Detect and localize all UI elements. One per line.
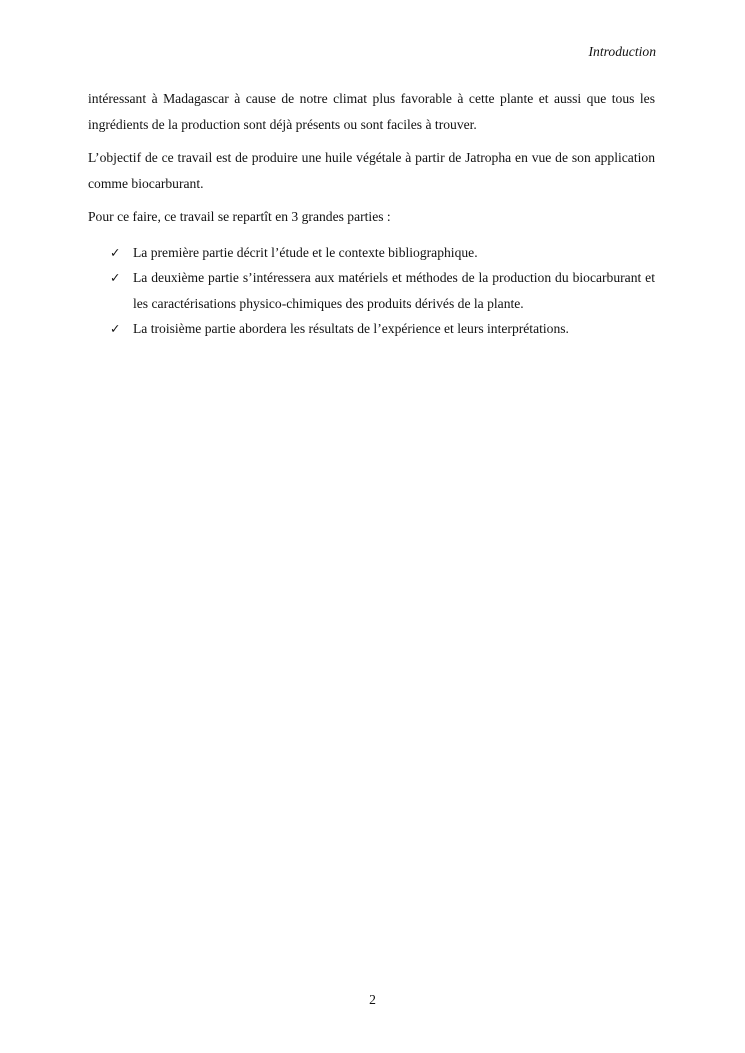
check-mark-icon: ✓ — [110, 270, 121, 285]
check-mark-icon: ✓ — [110, 321, 121, 336]
running-header: Introduction — [588, 44, 656, 59]
list-item-text: La troisième partie abordera les résultats de l’expérience et leurs interprétations. — [133, 321, 569, 336]
paragraph-structure-intro: Pour ce faire, ce travail se repartît en 3 grandes parties : — [88, 209, 391, 224]
paragraph-continuation: intéressant à Madagascar à cause de notre climat plus favorable à cette plante et aussi que tous les ingrédients de la production sont déjà présents ou sont faciles à trouver. — [88, 91, 655, 132]
list-item — [88, 316, 655, 342]
list-item-text: La deuxième partie s’intéressera aux matériels et méthodes de la production du biocarburant et les caractérisations physico-chimiques des produits dérivés de la plante. — [133, 270, 655, 311]
parts-list — [88, 240, 655, 342]
check-mark-icon: ✓ — [110, 244, 121, 260]
page-number: 2 — [369, 992, 376, 1007]
paragraph-objective: L’objectif de ce travail est de produire une huile végétale à partir de Jatropha en vue de son application comme biocarburant. — [88, 150, 655, 191]
list-item-text: La première partie décrit l’étude et le contexte bibliographique. — [133, 244, 478, 260]
list-item — [88, 265, 655, 316]
page-body — [88, 86, 655, 342]
list-item — [88, 240, 655, 266]
